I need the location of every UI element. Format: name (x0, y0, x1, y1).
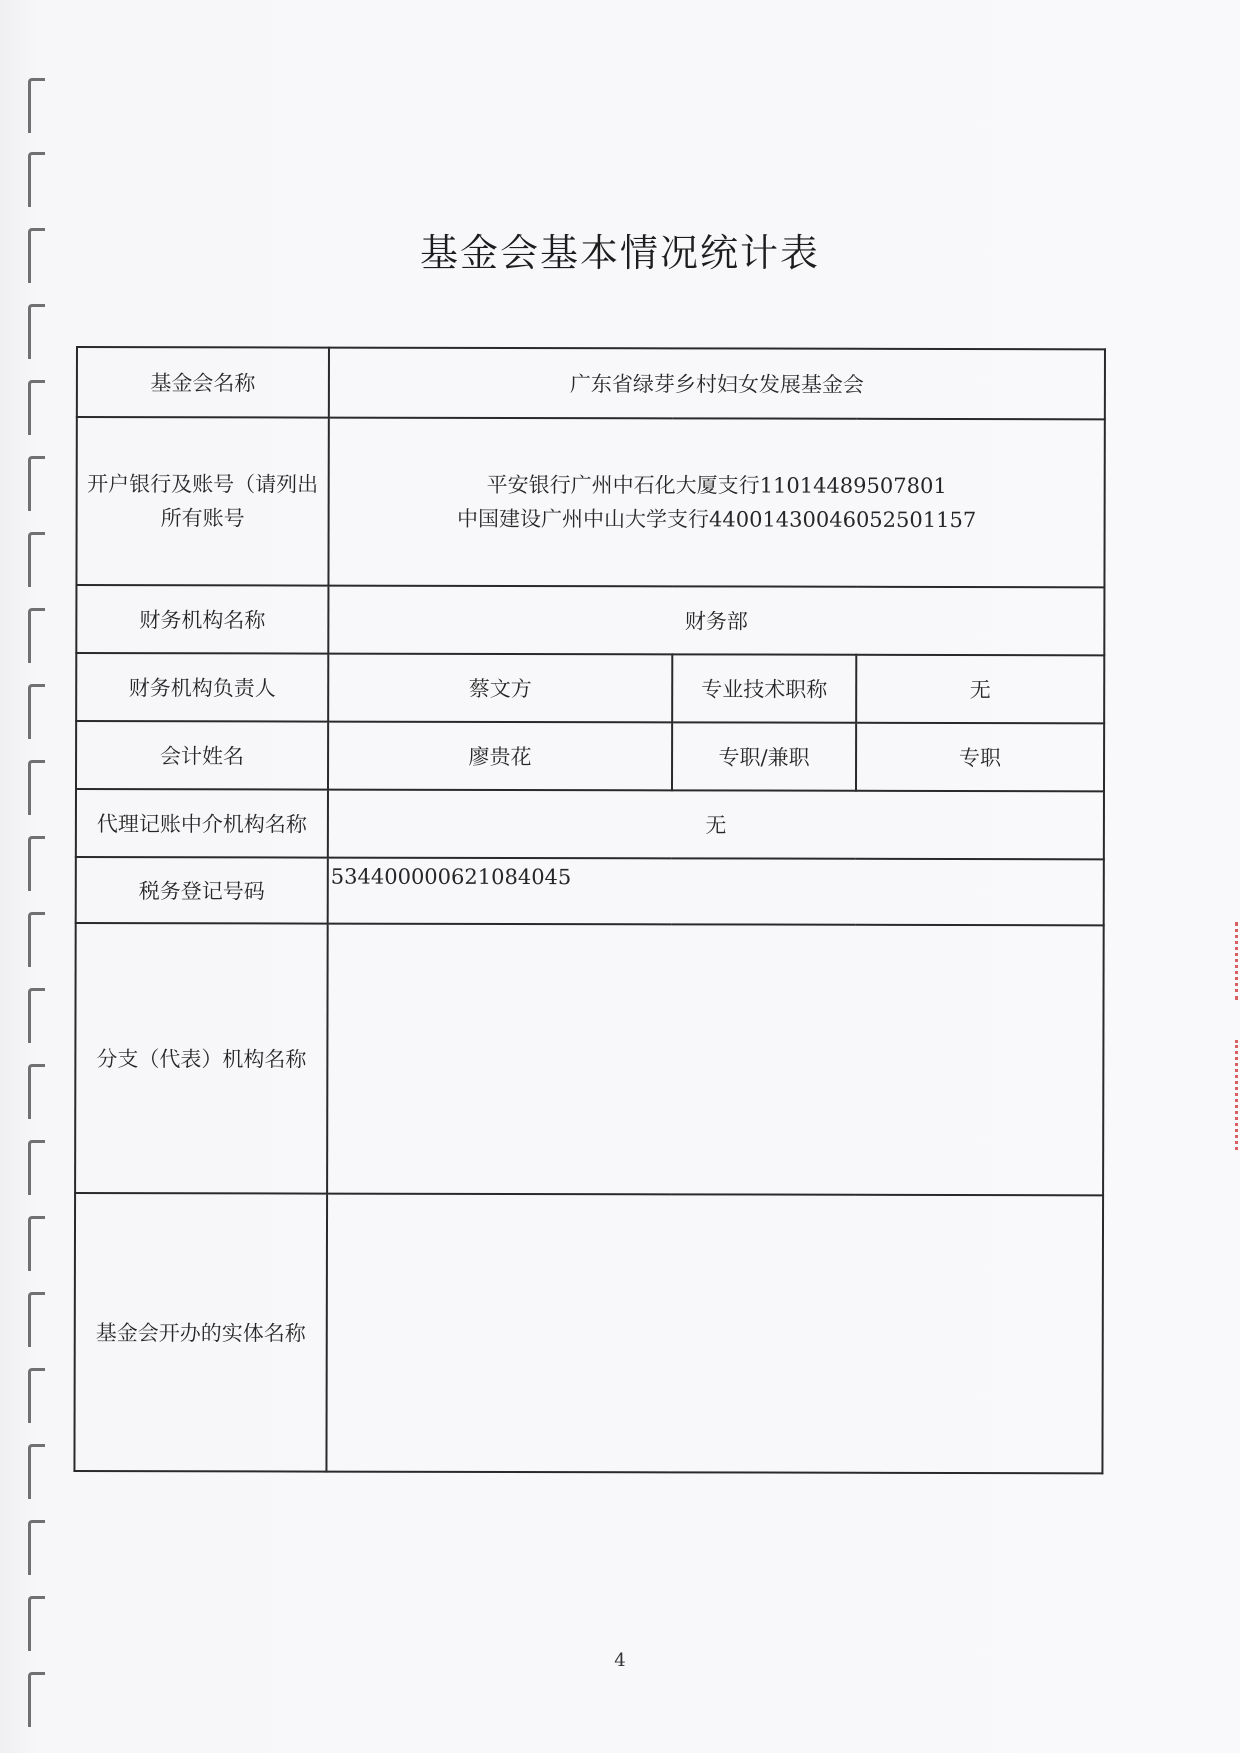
professional-title-label: 专业技术职称 (672, 654, 856, 722)
page-title: 基金会基本情况统计表 (419, 231, 820, 275)
finance-dept-label: 财务机构名称 (76, 585, 328, 654)
table-row (75, 923, 1104, 1195)
seal-edge-mark (1227, 1040, 1238, 1150)
table-row (74, 1193, 1103, 1473)
finance-head-label: 财务机构负责人 (76, 653, 328, 722)
bank-account-label (76, 417, 328, 586)
branch-org-label: 分支（代表）机构名称 (75, 923, 328, 1194)
page-number: 4 (614, 1650, 626, 1671)
employment-type-label: 专职/兼职 (672, 722, 856, 790)
bank-account-label-line1: 开户银行及账号（请列出 (87, 472, 319, 497)
entity-label: 基金会开办的实体名称 (74, 1193, 327, 1472)
bank-account-1: 平安银行广州中石化大厦支行11014489507801 (486, 472, 947, 498)
professional-title-value: 无 (856, 655, 1104, 724)
bank-account-label-line2: 所有账号 (160, 506, 245, 531)
finance-head-value: 蔡文方 (328, 654, 672, 723)
table-row (76, 585, 1104, 655)
table-row (77, 347, 1105, 419)
bank-account-2: 中国建设广州中山大学支行44001430046052501157 (456, 506, 977, 533)
foundation-name-label: 基金会名称 (77, 347, 329, 418)
entity-value (326, 1194, 1103, 1474)
foundation-info-table (73, 346, 1106, 1474)
table-row (76, 857, 1104, 925)
seal-edge-mark (1227, 922, 1238, 1000)
agency-value: 无 (328, 790, 1104, 860)
agency-label: 代理记账中介机构名称 (76, 789, 328, 858)
table-row (76, 789, 1104, 859)
table-row (76, 417, 1104, 587)
bank-account-value (328, 418, 1104, 588)
accountant-value: 廖贵花 (328, 722, 672, 791)
foundation-name-value: 广东省绿芽乡村妇女发展基金会 (329, 348, 1105, 420)
table-row (76, 653, 1104, 723)
branch-org-value (327, 924, 1104, 1196)
table-row (76, 721, 1104, 791)
accountant-label: 会计姓名 (76, 721, 328, 790)
employment-type-value: 专职 (856, 723, 1104, 792)
finance-dept-value: 财务部 (328, 586, 1104, 656)
tax-number-value: 534400000621084045 (328, 858, 1104, 926)
tax-number-label: 税务登记号码 (76, 857, 328, 924)
